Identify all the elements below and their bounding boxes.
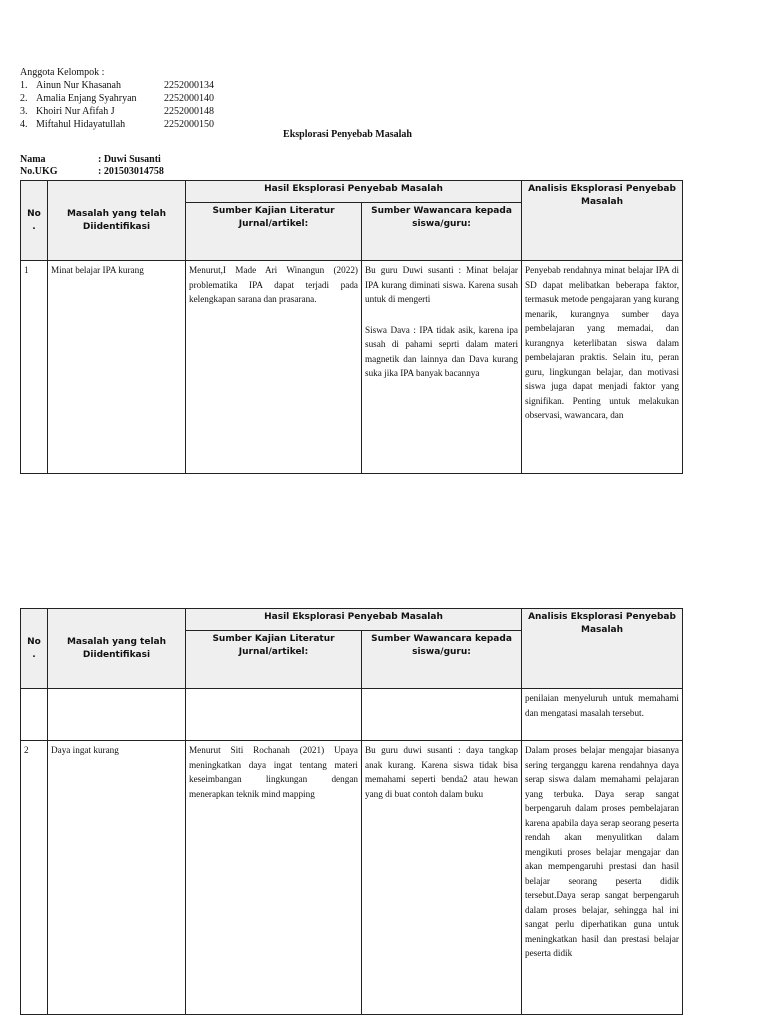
header-row [21, 181, 683, 203]
table-row [21, 741, 683, 1015]
identity-block [20, 154, 164, 178]
interview-guru: Bu guru Duwi susanti : Minat belajar IPA kurang diminati siswa. Karena susah untuk di mengerti [365, 265, 518, 304]
header-hasil: Hasil Eksplorasi Penyebab Masalah [186, 609, 522, 631]
table-row [21, 689, 683, 741]
cell-analisis-continued: penilaian menyeluruh untuk memahami dan mengatasi masalah tersebut. [522, 689, 683, 741]
header-wawancara: Sumber Wawancara kepada siswa/guru: [362, 631, 522, 689]
table-row [21, 261, 683, 474]
exploration-table-2 [20, 608, 683, 1015]
header-literatur: Sumber Kajian Literatur Jurnal/artikel: [186, 631, 362, 689]
header-literatur: Sumber Kajian Literatur Jurnal/artikel: [186, 203, 362, 261]
member-name: Amalia Enjang Syahryan [36, 93, 137, 104]
member-list-heading: Anggota Kelompok : [20, 67, 105, 78]
member-name: Miftahul Hidayatullah [36, 119, 126, 130]
cell-literatur: Menurut Siti Rochanah (2021) Upaya meningkatkan daya ingat tentang materi keseimbangan lingkungan dengan menerapkan teknik mind mapping [186, 741, 362, 1015]
member-name: Khoiri Nur Afifah J [36, 106, 115, 117]
header-no: No . [21, 609, 48, 689]
cell-no: 1 [21, 261, 48, 474]
member-row [20, 79, 214, 92]
header-masalah: Masalah yang telah Diidentifikasi [48, 609, 186, 689]
member-nim: 2252000140 [164, 93, 214, 104]
name-value: : Duwi Susanti [98, 154, 161, 165]
member-number: 4. [20, 119, 28, 130]
header-masalah: Masalah yang telah Diidentifikasi [48, 181, 186, 261]
member-number: 3. [20, 106, 28, 117]
ukg-label: No.UKG [20, 166, 58, 177]
member-name: Ainun Nur Khasanah [36, 80, 121, 91]
ukg-row [20, 166, 164, 178]
header-no: No . [21, 181, 48, 261]
header-row [21, 609, 683, 631]
header-hasil: Hasil Eksplorasi Penyebab Masalah [186, 181, 522, 203]
member-row [20, 105, 214, 118]
cell-literatur: Menurut,I Made Ari Winangun (2022) problematika IPA dapat terjadi pada kelengkapan sarana dan prasarana. [186, 261, 362, 474]
member-nim: 2252000150 [164, 119, 214, 130]
cell-wawancara: Bu guru duwi susanti : daya tangkap anak kurang. Karena siswa tidak bisa memahami seperti benda2 atau hewan yang di buat contoh dalam buku [362, 741, 522, 1015]
document-title: Eksplorasi Penyebab Masalah [283, 129, 412, 140]
header-wawancara: Sumber Wawancara kepada siswa/guru: [362, 203, 522, 261]
exploration-table-1 [20, 180, 683, 474]
cell-no: 2 [21, 741, 48, 1015]
ukg-value: : 201503014758 [98, 166, 164, 177]
member-number: 2. [20, 93, 28, 104]
cell-masalah: Daya ingat kurang [48, 741, 186, 1015]
cell-analisis: Penyebab rendahnya minat belajar IPA di SD dapat melibatkan beberapa faktor, termasuk metode pengajaran yang kurang menarik, kurangnya sumber daya pembelajaran yang memadai, dan kurangnya keterlibatan siswa dalam pembelajaran praktis. Selain itu, peran guru, lingkungan belajar, dan motivasi siswa juga dapat menjadi faktor yang signifikan. Penting untuk melakukan observasi, wawancara, dan [522, 261, 683, 474]
member-nim: 2252000148 [164, 106, 214, 117]
header-analisis: Analisis Eksplorasi Penyebab Masalah [522, 181, 683, 261]
name-label: Nama [20, 154, 46, 165]
member-nim: 2252000134 [164, 80, 214, 91]
interview-siswa: Siswa Dava : IPA tidak asik, karena ipa susah di pahami seprti dalam materi magnetik dan lainnya dan Dava kurang suka jika IPA banyak bacannya [365, 324, 518, 378]
member-number: 1. [20, 80, 28, 91]
cell-analisis: Dalam proses belajar mengajar biasanya sering terganggu karena rendahnya daya serap siswa dalam memahami pelajaran yang terbuka. Daya serap sangat berpengaruh dalam proses pembelajaran karena apabila daya serap seorang peserta rendah akan menyulitkan dalam mengikuti proses belajar mengajar dan akan mempengaruhi prestasi dan hasil belajar seorang peserta didik tersebut.Daya serap sangat berpengaruh dalam proses belajar, sehingga hal ini sangat perlu diperhatikan guna untuk meningkatkan hasil dan prestasi belajar peserta didik [522, 741, 683, 1015]
member-row [20, 92, 214, 105]
name-row [20, 154, 164, 166]
cell-masalah: Minat belajar IPA kurang [48, 261, 186, 474]
header-analisis: Analisis Eksplorasi Penyebab Masalah [522, 609, 683, 689]
cell-wawancara [362, 261, 522, 474]
member-list [20, 66, 214, 131]
